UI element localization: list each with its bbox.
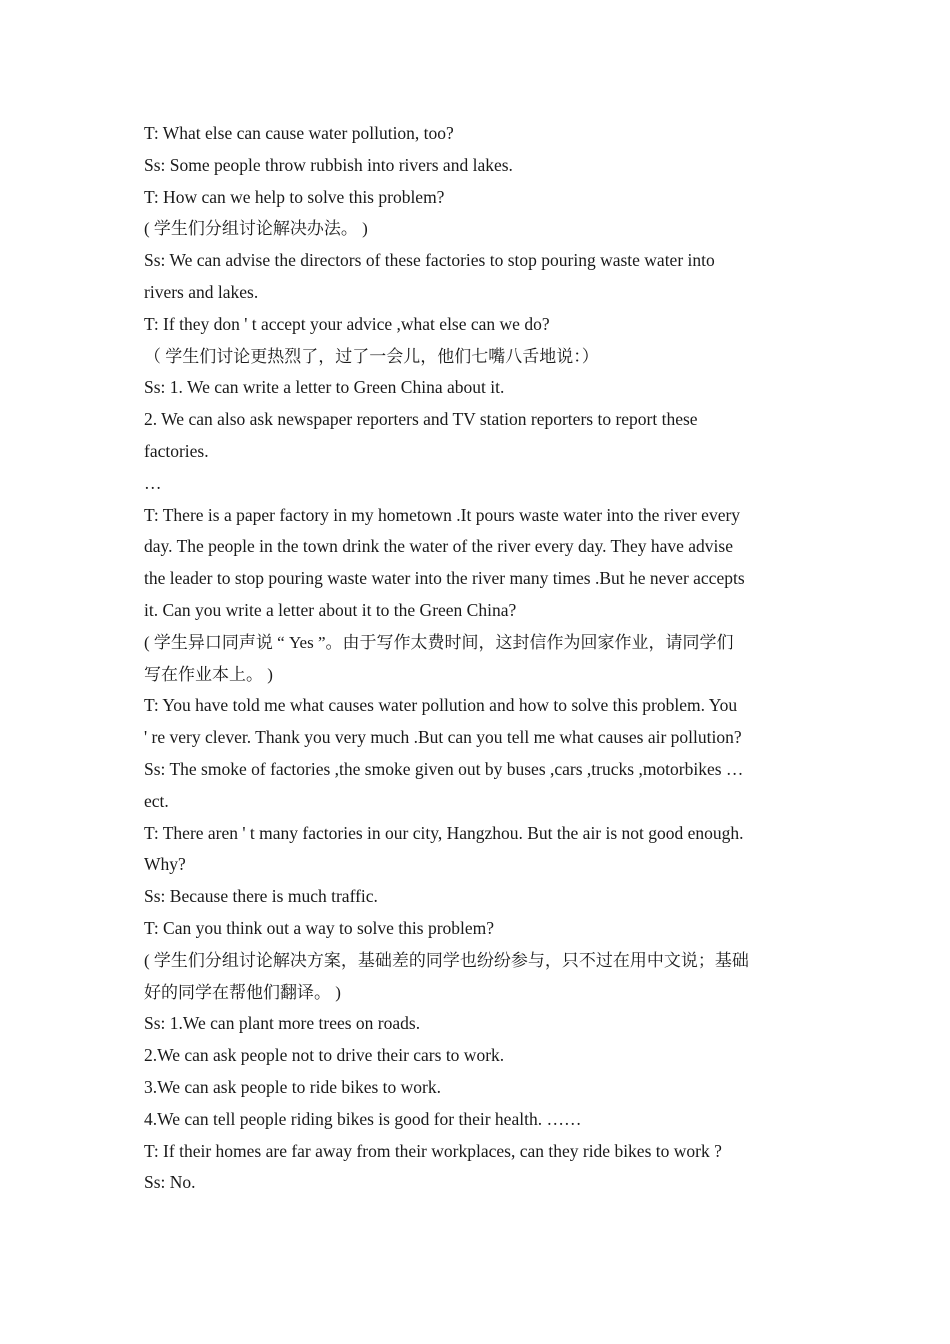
text-line: factories.	[144, 440, 209, 461]
text-line: …	[144, 472, 162, 493]
text-line: 4.We can tell people riding bikes is good for their health. ……	[144, 1108, 582, 1129]
text-line: 好的同学在帮他们翻译。 )	[144, 982, 341, 1002]
text-line: Ss: 1. We can write a letter to Green China about it.	[144, 377, 505, 398]
text-line: ( 学生异口同声说 “ Yes ”。由于写作太费时间，这封信作为回家作业，请同学们	[144, 632, 734, 652]
text-line: rivers and lakes.	[144, 281, 259, 302]
text-line: Ss: The smoke of factories ,the smoke given out by buses ,cars ,trucks ,motorbikes …	[144, 758, 744, 779]
text-line: 2. We can also ask newspaper reporters and TV station reporters to report these	[144, 409, 698, 430]
text-line: T: If their homes are far away from their workplaces, can they ride bikes to work ?	[144, 1140, 722, 1161]
text-line: ect.	[144, 790, 169, 811]
text-line: Ss: No.	[144, 1172, 196, 1193]
text-line: ( 学生们分组讨论解决办法。 )	[144, 219, 368, 239]
text-line: 2.We can ask people not to drive their cars to work.	[144, 1045, 505, 1066]
text-line: ( 学生们分组讨论解决方案，基础差的同学也纷纷参与，只不过在用中文说；基础	[144, 950, 749, 970]
text-line: Ss: 1.We can plant more trees on roads.	[144, 1013, 421, 1034]
text-line: 写在作业本上。 )	[144, 664, 273, 684]
text-line: ' re very clever. Thank you very much .But can you tell me what causes air pollution?	[144, 727, 742, 748]
text-line: T: There aren ' t many factories in our city, Hangzhou. But the air is not good enough.	[144, 822, 744, 843]
text-line: the leader to stop pouring waste water into the river many times .But he never accepts	[144, 568, 745, 589]
text-line: （ 学生们讨论更热烈了，过了一会儿，他们七嘴八舌地说：）	[144, 346, 599, 366]
text-line: Ss: Some people throw rubbish into rivers and lakes.	[144, 154, 513, 175]
text-line: it. Can you write a letter about it to the Green China?	[144, 599, 517, 620]
text-line: Ss: We can advise the directors of these factories to stop pouring waste water into	[144, 250, 715, 271]
text-line: T: What else can cause water pollution, too?	[144, 123, 454, 143]
text-line: T: There is a paper factory in my hometown .It pours waste water into the river every	[144, 504, 741, 525]
text-line: Ss: Because there is much traffic.	[144, 886, 378, 907]
text-line: day. The people in the town drink the water of the river every day. They have advise	[144, 536, 733, 557]
text-line: Why?	[144, 854, 186, 875]
document-page	[144, 118, 812, 1199]
text-line: 3.We can ask people to ride bikes to work.	[144, 1076, 441, 1097]
text-line: T: Can you think out a way to solve this problem?	[144, 917, 495, 938]
text-line: T: If they don ' t accept your advice ,what else can we do?	[144, 313, 550, 334]
text-line: T: How can we help to solve this problem?	[144, 186, 445, 207]
text-line: T: You have told me what causes water pollution and how to solve this problem. You	[144, 695, 738, 716]
